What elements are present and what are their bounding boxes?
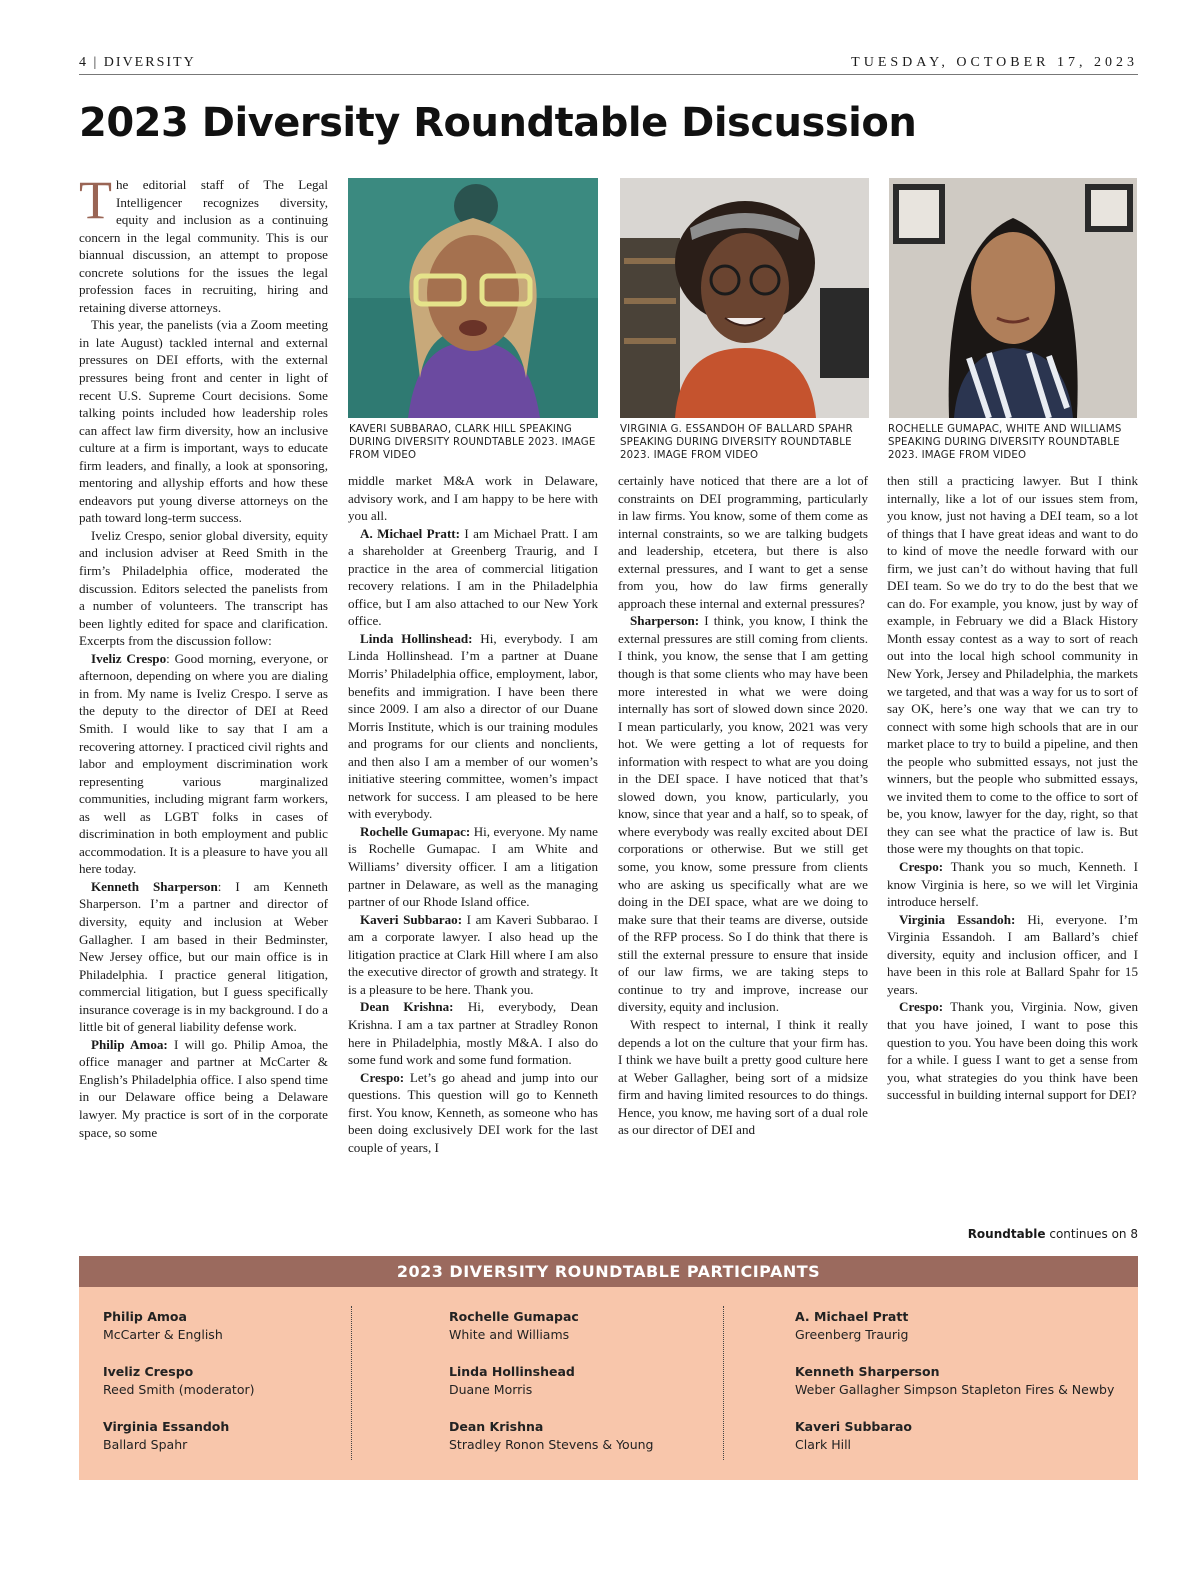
participant-name: Philip Amoa (103, 1309, 187, 1324)
participant-entry (103, 1418, 254, 1454)
speaker-name: Crespo: (899, 999, 944, 1015)
paragraph: Crespo: Thank you so much, Kenneth. I know Virginia is here, so we will let Virginia introduce herself. (887, 859, 1138, 910)
participant-firm: Clark Hill (795, 1437, 852, 1452)
participant-firm: Reed Smith (moderator) (103, 1382, 255, 1397)
participants-column (103, 1308, 254, 1473)
participant-entry (795, 1363, 1114, 1399)
paragraph: This year, the panelists (via a Zoom meeting in late August) tackled internal and external pressures on DEI efforts, with the external pressures being front and center in light of recent U.S. Supreme Court decisions. Some talking points included how leadership roles can affect law firm diversity, how an inclusive culture at a firm is important, ways to educate firm leaders, and finally, a look at sponsoring, mentoring and allyship efforts and how these endeavors put young diverse attorneys on the path toward long-term success. (79, 317, 328, 526)
photo-caption: ROCHELLE GUMAPAC, WHITE AND WILLIAMS SPEAKING DURING DIVERSITY ROUNDTABLE 2023. IMAGE FROM VIDEO (888, 424, 1122, 461)
paragraph: Iveliz Crespo: Good morning, everyone, or afternoon, depending on where you are dialing in from. My name is Iveliz Crespo. I serve as the deputy to the director of DEI at Reed Smith. I would like to say that I am a recovering attorney. I practiced civil rights and labor and employment discrimination work representing various marginalized communities, including migrant farm workers, as well as LGBT folks in cases of discrimination in both employment and public accommodation. It is a pleasure to have you all here today. (79, 650, 328, 877)
photo-kaveri-subbarao (348, 178, 598, 418)
speaker-name: Philip Amoa: (91, 1036, 168, 1052)
participant-entry (449, 1418, 654, 1454)
section-label: 4 | DIVERSITY (79, 55, 196, 70)
participant-name: Kaveri Subbarao (795, 1419, 912, 1434)
speaker-name: Virginia Essandoh: (899, 911, 1016, 927)
participant-name: Kenneth Sharperson (795, 1364, 940, 1379)
participant-firm: Weber Gallagher Simpson Stapleton Fires & Newby (795, 1382, 1115, 1397)
participant-entry (795, 1418, 1114, 1454)
drop-cap: T (79, 176, 112, 230)
participant-firm: Ballard Spahr (103, 1437, 188, 1452)
participants-column (795, 1308, 1114, 1473)
photo-caption: KAVERI SUBBARAO, CLARK HILL SPEAKING DURING DIVERSITY ROUNDTABLE 2023. IMAGE FROM VIDEO (349, 424, 596, 461)
photo-virginia-essandoh (620, 178, 869, 418)
participants-title: 2023 DIVERSITY ROUNDTABLE PARTICIPANTS (79, 1256, 1138, 1287)
participant-entry (103, 1308, 254, 1344)
paragraph: Kaveri Subbarao: I am Kaveri Subbarao. I am a corporate lawyer. I also head up the litigation practice at Clark Hill where I am also the executive director of growth and strategy. It is a pleasure to be here. Thank you. (348, 911, 598, 997)
article-column-1 (79, 176, 328, 1244)
participants-panel (79, 1256, 1138, 1480)
participant-name: Rochelle Gumapac (449, 1309, 579, 1324)
participant-entry (449, 1308, 654, 1344)
paragraph: certainly have noticed that there are a lot of constraints on DEI programming, particularly in law firms. You know, some of them come as internal constraints, so we are talking budgets and leadership, etcetera, but there is also external pressures, and I want to get a sense from you, how do law firms generally approach these internal and external pressures? (618, 473, 868, 611)
issue-date: TUESDAY, OCTOBER 17, 2023 (851, 55, 1138, 70)
participant-firm: McCarter & English (103, 1327, 223, 1342)
headline: 2023 Diversity Roundtable Discussion (79, 100, 917, 146)
participant-firm: Stradley Ronon Stevens & Young (449, 1437, 654, 1452)
participants-column (449, 1308, 654, 1473)
participant-firm: White and Williams (449, 1327, 570, 1342)
participant-firm: Duane Morris (449, 1382, 533, 1397)
article-column-2 (348, 472, 598, 1244)
paragraph: middle market M&A work in Delaware, advisory work, and I am happy to be here with you all. (348, 473, 598, 524)
participant-name: Iveliz Crespo (103, 1364, 194, 1379)
speaker-name: Rochelle Gumapac: (360, 823, 471, 839)
paragraph: Virginia Essandoh: Hi, everyone. I’m Virginia Essandoh. I am Ballard’s chief diversity, equity and inclusion officer, and I have been in this role at Ballard Spahr for 15 years. (887, 911, 1138, 997)
participant-name: A. Michael Pratt (795, 1309, 909, 1324)
speaker-name: Crespo: (899, 859, 944, 875)
speaker-name: Sharperson: (630, 613, 700, 629)
paragraph: Sharperson: I think, you know, I think the external pressures are still coming from clients. I think, you know, the sense that I am getting though is that some clients who may have been more interested in what we were doing internally has sort of slowed down since 2020. I mean particularly, you know, 2021 was very hot. We were getting a lot of requests for information with respect to what are you doing in the DEI space. I have noticed that that’s slowed down, you know, particularly, you know, since that year and a half, so to speak, of where everybody was really excited about DEI corporations or otherwise. But we still get some, you know, some pressure from clients who are asking us specifically what are we doing in the DEI space, what are we doing to make sure that their teams are diverse, outside of the RFP process. So I do think that there is still the external pressure to ensure that inside of our law firms, we are taking steps to continue to try and improve, increase our diversity, equity and inclusion. (618, 613, 868, 1015)
speaker-name: Linda Hollinshead: (360, 630, 473, 646)
page-header (79, 52, 1138, 75)
paragraph: then still a practicing lawyer. But I think internally, like a lot of our issues stem from, you know, just not having a DEI team, so a lot of things that I have great ideas and want to do to kind of move the needle forward with our firm, we just can’t do without having that full DEI team. So we do try to do the best that we can do. For example, you know, just by way of example, in February we did a Black History Month essay contest as a way to sort of reach out into the local high school community in New York, Jersey and Philadelphia, the markets we targeted, and that was a way for us to sort of say OK, here’s one way that we can try to connect with some high schools that are in our market place to try to build a pipeline, and then the people who submitted essays, not just the winners, but the people who submitted essays, we invited them to come to the office to sort of be, you know, lawyer for the day, right, so that they can see what the practice of law is. But those were my thoughts on that topic. (887, 473, 1138, 857)
paragraph: Iveliz Crespo, senior global diversity, equity and inclusion adviser at Reed Smith in the firm’s Philadelphia office, moderated the discussion. Editors selected the panelists from a number of volunteers. The transcript has been lightly edited for space and clarification. Excerpts from the discussion follow: (79, 527, 328, 649)
speaker-name: A. Michael Pratt: (360, 525, 461, 541)
speaker-name: Kaveri Subbarao: (360, 911, 463, 927)
participant-name: Virginia Essandoh (103, 1419, 230, 1434)
participant-entry (795, 1308, 1114, 1344)
participant-firm: Greenberg Traurig (795, 1327, 909, 1342)
paragraph: Linda Hollinshead: Hi, everybody. I am Linda Hollinshead. I’m a partner at Duane Morris’ Philadelphia office, employment, labor, benefits and immigration. I have been there since 2009. I am also a director of our Duane Morris Institute, which is our training modules and programs for our clients and nonclients, and then also I am a member of our women’s initiative steering committee, women’s impact network for success. I am pleased to be here with everybody. (348, 630, 598, 822)
column-divider (723, 1306, 724, 1460)
continuation-note: Roundtable continues on 8 (967, 1227, 1138, 1241)
speaker-name: Iveliz Crespo (91, 650, 167, 666)
paragraph: Crespo: Thank you, Virginia. Now, given that you have joined, I want to pose this question to you. You have been doing this work for a while. I guess I want to get a sense from you, what strategies do you think have been successful in building internal support for DEI? (887, 999, 1138, 1103)
participant-name: Linda Hollinshead (449, 1364, 575, 1379)
paragraph: Kenneth Sharperson: I am Kenneth Sharperson. I’m a partner and director of diversity, equity and inclusion at Weber Gallagher. I am based in their Bedminster, New Jersey office, but our main office is in Philadelphia. I practice general litigation, commercial litigation, but I guess specifically insurance coverage is in my background. I do a little bit of general liability defense work. (79, 878, 328, 1035)
participant-entry (449, 1363, 654, 1399)
photo-rochelle-gumapac (889, 178, 1137, 418)
speaker-name: Crespo: (360, 1069, 405, 1085)
article-column-3 (618, 472, 868, 1244)
paragraph: Dean Krishna: Hi, everybody, Dean Krishna. I am a tax partner at Stradley Ronon here in Philadelphia, mostly M&A. I also do some fund work and some fund formation. (348, 999, 598, 1068)
photo-caption: VIRGINIA G. ESSANDOH OF BALLARD SPAHR SPEAKING DURING DIVERSITY ROUNDTABLE 2023. IMAGE FROM VIDEO (620, 424, 853, 461)
participant-entry (103, 1363, 254, 1399)
paragraph: A. Michael Pratt: I am Michael Pratt. I am a shareholder at Greenberg Traurig, and I practice in the area of commercial litigation recovery relations. I am in the Philadelphia office, but I am also attached to our New York office. (348, 525, 598, 629)
paragraph: The editorial staff of The Legal Intelligencer recognizes diversity, equity and inclusion as a continuing concern in the legal community. This is our biannual discussion, an attempt to propose concrete solutions for the issues the legal profession faces in recruiting, hiring and retaining diverse attorneys. (79, 176, 328, 315)
speaker-name: Dean Krishna: (360, 999, 454, 1015)
paragraph: With respect to internal, I think it really depends a lot on the culture that your firm has. I think we have built a pretty good culture here at Weber Gallagher, being sort of a midsize firm and having limited resources to do things. Hence, you know, me having sort of a dual role as our director of DEI and (618, 1016, 868, 1138)
paragraph: Crespo: Let’s go ahead and jump into our questions. This question will go to Kenneth first. You know, Kenneth, as someone who has been doing exclusively DEI work for the last couple of years, I (348, 1069, 598, 1155)
participant-name: Dean Krishna (449, 1419, 544, 1434)
article-column-4 (887, 472, 1138, 1222)
paragraph: Rochelle Gumapac: Hi, everyone. My name is Rochelle Gumapac. I am White and Williams’ diversity officer. I am a litigation partner in Delaware, as well as the managing partner of our Rhode Island office. (348, 823, 598, 910)
paragraph: Philip Amoa: I will go. Philip Amoa, the office manager and partner at McCarter & English’s Philadelphia office. I also spend time in our Delaware office being a Delaware lawyer. My practice is sort of in the corporate space, so some (79, 1036, 328, 1140)
column-divider (351, 1306, 352, 1460)
speaker-name: Kenneth Sharperson (91, 878, 218, 894)
